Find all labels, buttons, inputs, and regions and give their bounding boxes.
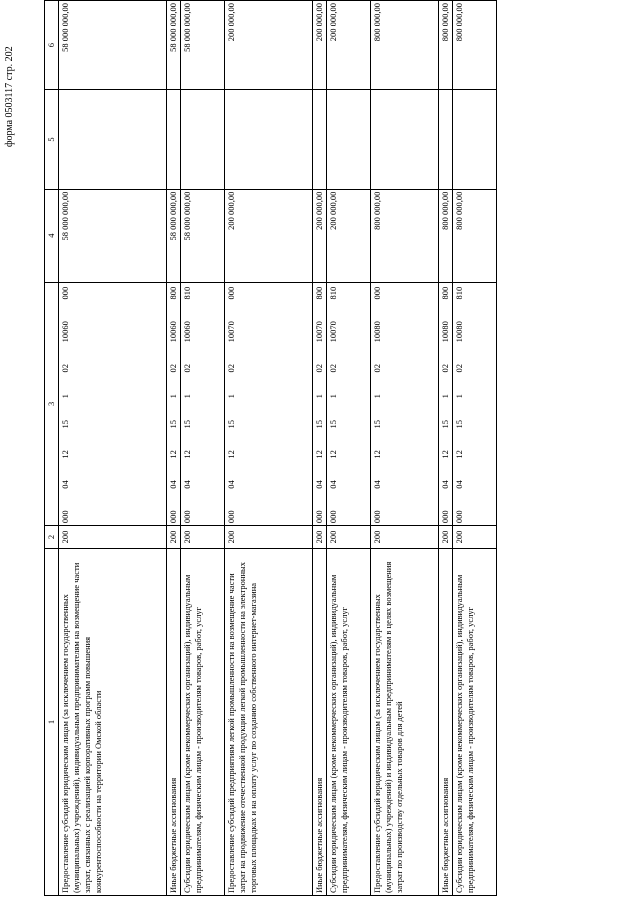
- budget-code-part: 10080: [372, 321, 382, 343]
- item-name: Субсидии юридическим лицам (кроме некоммерческих организаций), индивидуальным предпринимателям, физическим лицам - производителям товаров, работ, услуг: [453, 548, 497, 895]
- budget-code-part: 04: [314, 480, 324, 489]
- budget-code-part: 02: [314, 363, 324, 373]
- budget-code-parts: [440, 285, 451, 524]
- budget-code-part: 04: [60, 480, 70, 489]
- budget-code-part: 000: [372, 510, 382, 524]
- budget-code-part: 12: [454, 450, 464, 459]
- item-name: Субсидии юридическим лицам (кроме некоммерческих организаций), индивидуальным предпринимателям, физическим лицам - производителям товаров, работ, услуг: [181, 548, 225, 895]
- item-name: Иные бюджетные ассигнования: [313, 548, 327, 895]
- budget-code-part: 1: [182, 394, 192, 399]
- budget-code-part: 000: [328, 510, 338, 524]
- header-cell: 5: [45, 90, 59, 189]
- budget-code-parts: [60, 285, 71, 524]
- table-row: [167, 1, 181, 896]
- budget-code-part: 1: [168, 394, 178, 399]
- line-code: 200: [453, 526, 497, 549]
- executed-amount: 800 000,00: [439, 1, 453, 90]
- budget-code-part: 04: [372, 480, 382, 489]
- budget-code: [59, 282, 167, 526]
- other-amount: [313, 90, 327, 189]
- approved-amount: 58 000 000,00: [181, 189, 225, 282]
- item-name: Иные бюджетные ассигнования: [167, 548, 181, 895]
- budget-code-part: 1: [60, 394, 70, 399]
- header-cell: 2: [45, 526, 59, 549]
- budget-code-part: 1: [314, 394, 324, 399]
- budget-code-part: 15: [168, 420, 178, 429]
- budget-code-part: 10060: [60, 321, 70, 343]
- other-amount: [225, 90, 313, 189]
- approved-amount: 800 000,00: [439, 189, 453, 282]
- header-cell: 3: [45, 282, 59, 526]
- line-code: 200: [371, 526, 439, 549]
- budget-code-part: 1: [372, 394, 382, 399]
- budget-code: [181, 282, 225, 526]
- budget-code-part: 12: [226, 450, 236, 459]
- budget-code: [167, 282, 181, 526]
- budget-code-part: 1: [454, 394, 464, 399]
- approved-amount: 58 000 000,00: [167, 189, 181, 282]
- line-code: 200: [313, 526, 327, 549]
- item-name: Предоставление субсидий юридическим лицам (за исключением государственных (муниципальных) учреждений) и индивидуальным предпринимателям в целях возмещения затрат по производству отдельных товаров для детей: [371, 548, 439, 895]
- budget-code-part: 15: [328, 420, 338, 429]
- budget-code-parts: [226, 285, 237, 524]
- other-amount: [453, 90, 497, 189]
- other-amount: [181, 90, 225, 189]
- approved-amount: 200 000,00: [313, 189, 327, 282]
- budget-code-part: 1: [328, 394, 338, 399]
- executed-amount: 200 000,00: [327, 1, 371, 90]
- approved-amount: 58 000 000,00: [59, 189, 167, 282]
- line-code: 200: [181, 526, 225, 549]
- budget-code-part: 02: [168, 363, 178, 373]
- budget-code-parts: [182, 285, 193, 524]
- budget-code-part: 15: [60, 420, 70, 429]
- budget-code-part: 10070: [328, 321, 338, 343]
- budget-code: [439, 282, 453, 526]
- budget-code-part: 000: [226, 510, 236, 524]
- executed-amount: 58 000 000,00: [181, 1, 225, 90]
- budget-code-part: 1: [440, 394, 450, 399]
- budget-code-part: 10080: [454, 321, 464, 343]
- budget-code-part: 12: [168, 450, 178, 459]
- budget-code-part: 800: [440, 286, 450, 300]
- approved-amount: 800 000,00: [453, 189, 497, 282]
- other-amount: [59, 90, 167, 189]
- budget-code-part: 02: [440, 363, 450, 373]
- budget-code-part: 15: [440, 420, 450, 429]
- budget-code-part: 04: [328, 480, 338, 489]
- table-row: [313, 1, 327, 896]
- budget-code-part: 810: [182, 286, 192, 300]
- budget-code-part: 12: [440, 450, 450, 459]
- budget-code-part: 12: [60, 450, 70, 459]
- approved-amount: 800 000,00: [371, 189, 439, 282]
- budget-code-part: 000: [314, 510, 324, 524]
- budget-code-part: 000: [182, 510, 192, 524]
- table-row: [439, 1, 453, 896]
- item-name: Субсидии юридическим лицам (кроме некоммерческих организаций), индивидуальным предпринимателям, физическим лицам - производителям товаров, работ, услуг: [327, 548, 371, 895]
- header-cell: 6: [45, 1, 59, 90]
- budget-code-part: 15: [372, 420, 382, 429]
- budget-table: [44, 0, 497, 896]
- budget-code: [313, 282, 327, 526]
- table-row: [225, 1, 313, 896]
- budget-code-part: 810: [328, 286, 338, 300]
- budget-code-part: 10070: [314, 321, 324, 343]
- line-code: 200: [167, 526, 181, 549]
- budget-code-part: 000: [60, 510, 70, 524]
- other-amount: [439, 90, 453, 189]
- budget-code-part: 04: [440, 480, 450, 489]
- budget-code-part: 000: [454, 510, 464, 524]
- approved-amount: 200 000,00: [327, 189, 371, 282]
- table-row: [327, 1, 371, 896]
- budget-code-part: 000: [60, 286, 70, 300]
- executed-amount: 58 000 000,00: [59, 1, 167, 90]
- budget-code-part: 000: [226, 286, 236, 300]
- table-row: [59, 1, 167, 896]
- budget-code-part: 02: [454, 363, 464, 373]
- budget-code-parts: [168, 285, 179, 524]
- budget-code-part: 10070: [226, 321, 236, 343]
- other-amount: [371, 90, 439, 189]
- budget-code-part: 02: [182, 363, 192, 373]
- line-code: 200: [225, 526, 313, 549]
- budget-code-part: 000: [372, 286, 382, 300]
- table-row: [181, 1, 225, 896]
- executed-amount: 200 000,00: [225, 1, 313, 90]
- budget-code-part: 810: [454, 286, 464, 300]
- budget-code-part: 12: [328, 450, 338, 459]
- budget-code-part: 15: [226, 420, 236, 429]
- header-cell: 4: [45, 189, 59, 282]
- budget-code-part: 1: [226, 394, 236, 399]
- budget-code-part: 800: [314, 286, 324, 300]
- budget-code-parts: [454, 285, 465, 524]
- form-label: форма 0503117 стр. 202: [4, 46, 15, 147]
- line-code: 200: [439, 526, 453, 549]
- budget-code-part: 10080: [440, 321, 450, 343]
- budget-code-part: 15: [182, 420, 192, 429]
- budget-code-part: 800: [168, 286, 178, 300]
- budget-code-part: 000: [168, 510, 178, 524]
- header-cell: 1: [45, 548, 59, 895]
- budget-code-part: 10060: [168, 321, 178, 343]
- other-amount: [327, 90, 371, 189]
- budget-code: [371, 282, 439, 526]
- budget-code-part: 02: [226, 363, 236, 373]
- executed-amount: 58 000 000,00: [167, 1, 181, 90]
- executed-amount: 800 000,00: [453, 1, 497, 90]
- budget-code-parts: [372, 285, 383, 524]
- budget-code: [453, 282, 497, 526]
- table-body: [59, 1, 497, 896]
- budget-code-part: 04: [454, 480, 464, 489]
- budget-code-part: 000: [440, 510, 450, 524]
- budget-code-part: 02: [328, 363, 338, 373]
- budget-code-part: 02: [60, 363, 70, 373]
- budget-code-part: 12: [314, 450, 324, 459]
- other-amount: [167, 90, 181, 189]
- budget-code: [327, 282, 371, 526]
- budget-code-part: 15: [314, 420, 324, 429]
- budget-code-part: 15: [454, 420, 464, 429]
- budget-code-part: 12: [182, 450, 192, 459]
- budget-code-part: 10060: [182, 321, 192, 343]
- budget-code-part: 04: [226, 480, 236, 489]
- line-code: 200: [327, 526, 371, 549]
- budget-code-part: 04: [182, 480, 192, 489]
- approved-amount: 200 000,00: [225, 189, 313, 282]
- budget-code-part: 12: [372, 450, 382, 459]
- budget-code-parts: [328, 285, 339, 524]
- line-code: 200: [59, 526, 167, 549]
- executed-amount: 200 000,00: [313, 1, 327, 90]
- budget-code-part: 04: [168, 480, 178, 489]
- budget-code-part: 02: [372, 363, 382, 373]
- executed-amount: 800 000,00: [371, 1, 439, 90]
- item-name: Предоставление субсидий юридическим лицам (за исключением государственных (муниципальных) учреждений), индивидуальным предпринимателям на возмещение части затрат, связанных с реализацией корпоративных программ повышения конкурентоспособности на территории Омской области: [59, 548, 167, 895]
- item-name: Иные бюджетные ассигнования: [439, 548, 453, 895]
- header-row: [45, 1, 59, 896]
- budget-code: [225, 282, 313, 526]
- table-row: [453, 1, 497, 896]
- budget-code-parts: [314, 285, 325, 524]
- table-row: [371, 1, 439, 896]
- item-name: Предоставление субсидий предприятиям легкой промышленности на возмещение части затрат на продвижение отечественной продукции легкой промышленности на электронных торговых площадках и на оплату услуг по созданию собственного интернет-магазина: [225, 548, 313, 895]
